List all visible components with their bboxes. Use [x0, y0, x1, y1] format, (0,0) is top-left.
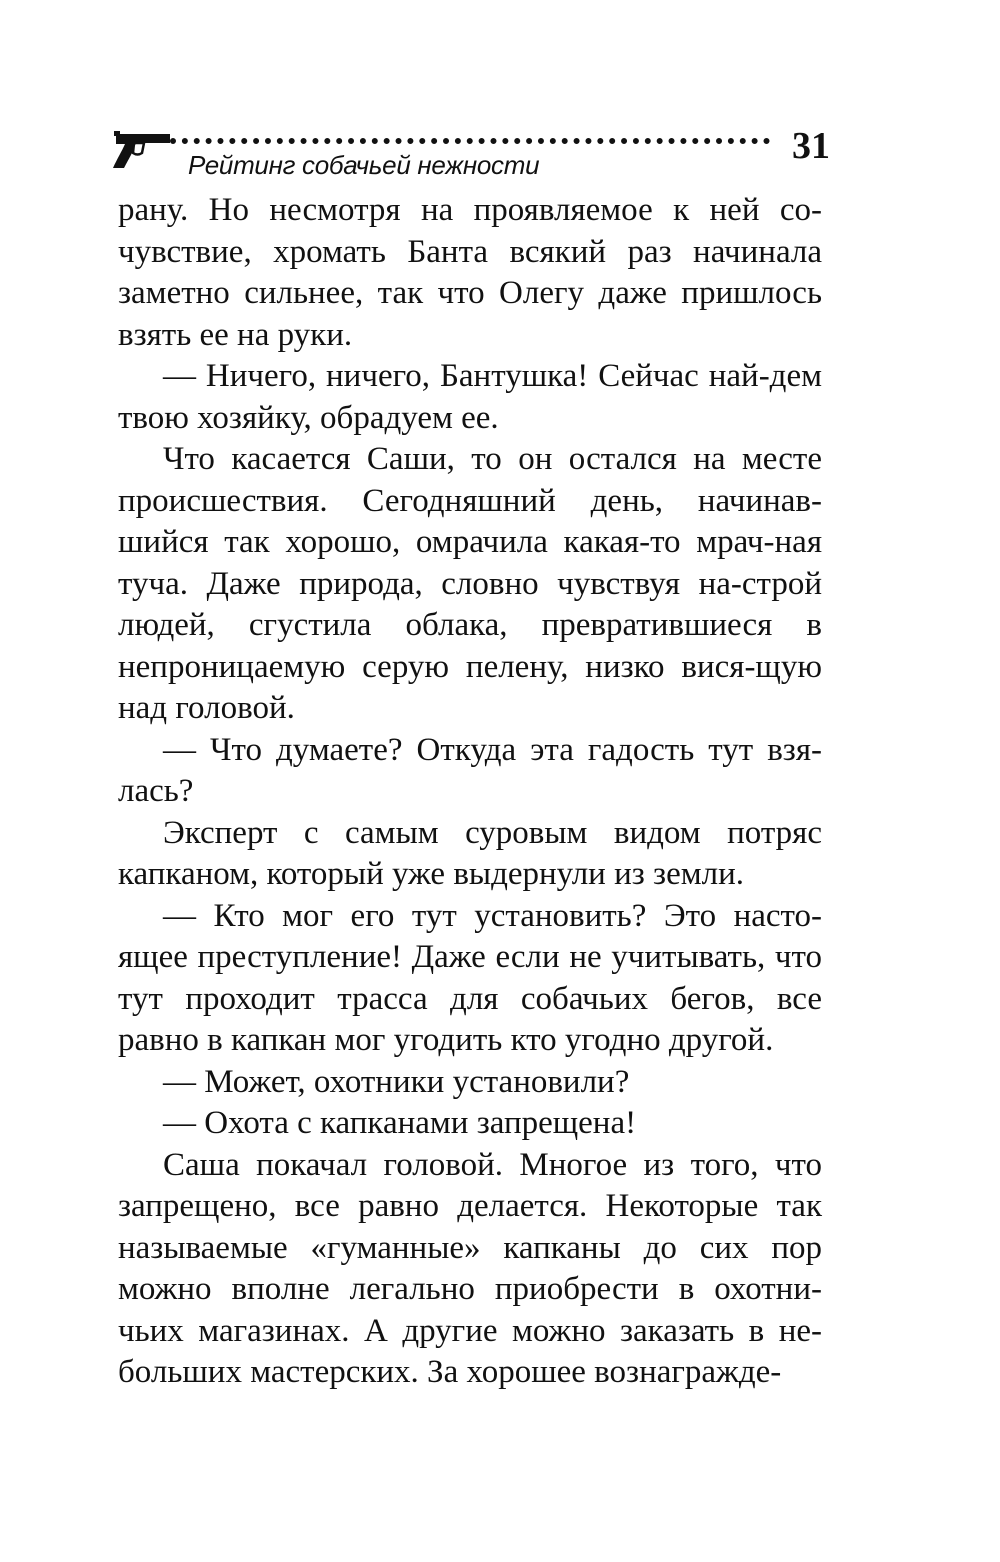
paragraph: — Что думаете? Откуда эта гадость тут взя-лась?: [118, 731, 822, 809]
paragraph: — Ничего, ничего, Бантушка! Сейчас най-дем твою хозяйку, обрадуем ее.: [118, 358, 822, 436]
running-header: [110, 124, 830, 184]
paragraph: — Может, охотники установили?: [163, 1063, 630, 1100]
paragraph: Саша покачал головой. Многое из того, что запрещено, все равно делается. Некоторые так называемые «гуманные» капканы до сих пор можно вполне легально приобрести в охотни-чьих магазинах. А другие можно заказать в не-больших мастерских. За хорошее вознагражде-: [118, 1146, 822, 1390]
header-dotted-rule: [170, 138, 770, 144]
paragraph: Эксперт с самым суровым видом потряс капканом, который уже выдернули из земли.: [118, 814, 822, 892]
running-title: Рейтинг собачьей нежности: [188, 150, 540, 180]
paragraph: — Охота с капканами запрещена!: [163, 1105, 637, 1141]
paragraph: — Кто мог его тут установить? Это насто-ящее преступление! Даже если не учитывать, что тут проходит трасса для собачьих бегов, все равно в капкан мог угодить кто угодно другой.: [118, 897, 822, 1058]
pistol-icon: [110, 128, 172, 174]
body-text: [118, 190, 822, 1394]
paragraph: рану. Но несмотря на проявляемое к ней со-чувствие, хромать Банта всякий раз начинала заметно сильнее, так что Олегу даже пришлось взять ее на руки.: [118, 192, 822, 353]
page-number: 31: [792, 125, 830, 167]
paragraph: Что касается Саши, то он остался на месте происшествия. Сегодняшний день, начинав-шийся так хорошо, омрачила какая-то мрач-ная туча. Даже природа, словно чувствуя на-строй людей, сгустила облака, превратившиеся в непроницаемую серую пелену, низко вися-щую над головой.: [118, 441, 822, 726]
